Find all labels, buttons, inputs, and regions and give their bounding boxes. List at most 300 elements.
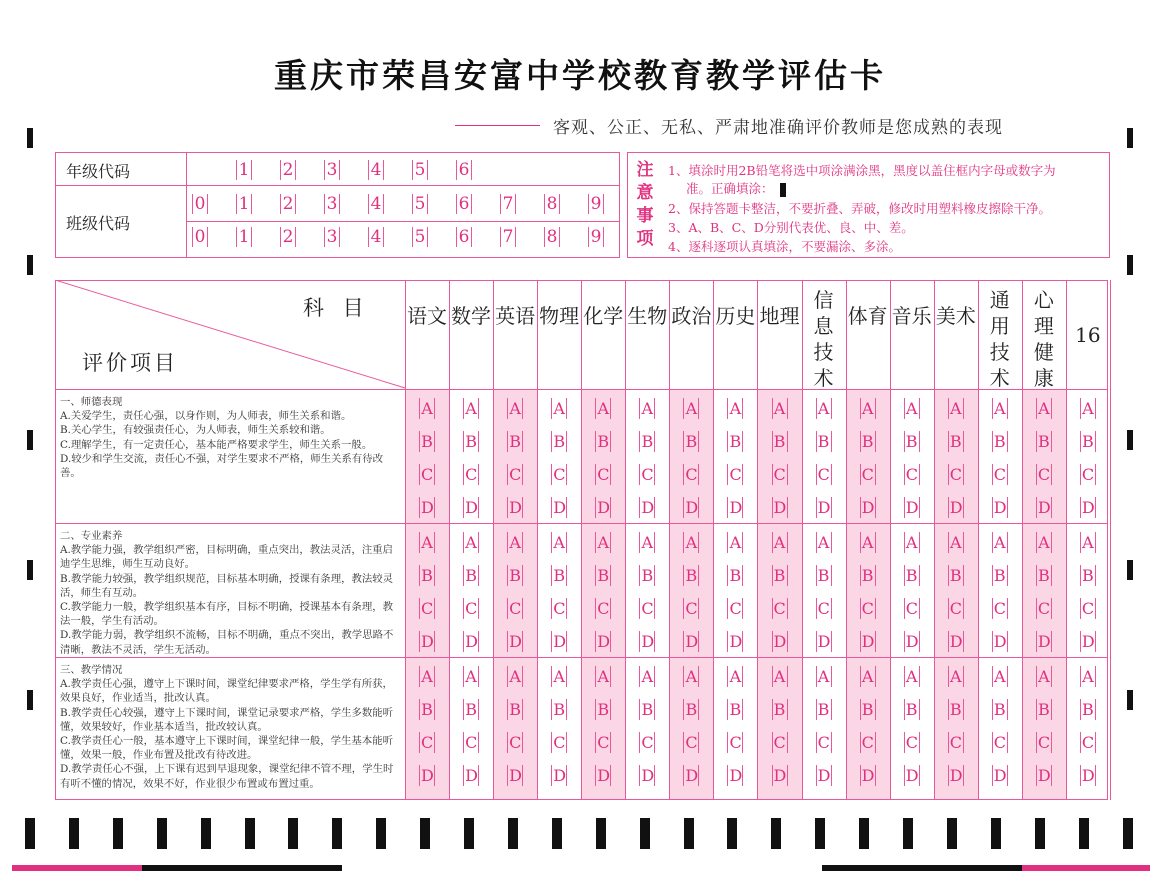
answer-bubble-b[interactable]: B [553, 566, 566, 585]
footer-bar-right-black [822, 865, 1022, 871]
answer-bubble-b[interactable]: B [1082, 700, 1094, 719]
answer-bubble-d[interactable]: D [729, 632, 743, 651]
column-line [493, 280, 494, 800]
answer-bubble-d[interactable]: D [1081, 498, 1095, 517]
answer-bubble-d[interactable]: D [465, 498, 478, 517]
subject-header: 语文 [407, 304, 447, 328]
answer-bubble-c[interactable]: C [1037, 465, 1051, 484]
answer-bubble-d[interactable]: D [597, 632, 611, 651]
answer-bubble-c[interactable]: C [685, 465, 698, 484]
answer-bubble-c[interactable]: C [817, 599, 830, 618]
answer-bubble-c[interactable]: C [553, 733, 566, 752]
timing-mark [288, 818, 298, 849]
note-line-1-cont [686, 179, 786, 197]
answer-bubble-a[interactable]: A [421, 533, 433, 552]
column-line [713, 280, 714, 800]
answer-bubble-b[interactable]: B [1082, 432, 1094, 451]
answer-bubble-d[interactable]: D [817, 766, 831, 785]
class-digit-bubble[interactable]: 4 [370, 194, 382, 214]
column-line [934, 280, 935, 800]
answer-bubble-c[interactable]: C [729, 599, 742, 618]
answer-bubble-d[interactable]: D [905, 498, 919, 517]
answer-bubble-a[interactable]: A [905, 667, 918, 686]
answer-bubble-d[interactable]: D [553, 632, 567, 651]
timing-mark [420, 818, 430, 849]
timing-mark [727, 818, 737, 849]
class-digit-bubble[interactable]: 5 [414, 227, 426, 247]
answer-bubble-b[interactable]: B [949, 432, 962, 451]
answer-bubble-d[interactable]: D [685, 632, 699, 651]
answer-bubble-c[interactable]: C [817, 465, 830, 484]
answer-bubble-c[interactable]: C [861, 733, 874, 752]
header-eval-item: 评价项目 [82, 351, 178, 375]
answer-bubble-d[interactable]: D [905, 766, 919, 785]
answer-bubble-c[interactable]: C [993, 733, 1007, 752]
answer-bubble-a[interactable]: A [553, 667, 565, 686]
answer-bubble-d[interactable]: D [1037, 498, 1051, 517]
class-code-label: 班级代码 [66, 214, 131, 233]
edge-mark-left-1 [27, 430, 33, 450]
criteria-block: 二、专业素养 A.教学能力强，教学组织严密，目标明确，重点突出，教法灵活，注重启迪学生思维，师生互动良好。 B.教学能力较强，教学组织规范，目标基本明确，授课有条理，教法较灵活，师生有互动。 C.教学能力一般，教学组织基本有序，目标不明确，授课基本有条理，教法一般，学生有活动。 D.教学能力弱，教学组织不流畅，目标不明确，重点不突出，教学思路不清晰，教法不灵活，学生无活动。 [60, 530, 394, 656]
answer-bubble-b[interactable]: B [641, 432, 654, 451]
answer-bubble-c[interactable]: C [949, 599, 962, 618]
class-digit-bubble[interactable]: 9 [590, 227, 602, 247]
answer-bubble-b[interactable]: B [729, 432, 742, 451]
answer-bubble-c[interactable]: C [905, 465, 918, 484]
column-line [757, 280, 758, 800]
answer-bubble-d[interactable]: D [509, 766, 522, 785]
answer-bubble-c[interactable]: C [1081, 599, 1095, 618]
answer-bubble-d[interactable]: D [553, 498, 567, 517]
timing-mark [771, 818, 781, 849]
answer-bubble-d[interactable]: D [553, 766, 567, 785]
answer-bubble-a[interactable]: A [641, 533, 654, 552]
answer-bubble-a[interactable]: A [641, 667, 654, 686]
row-line [55, 523, 1108, 524]
answer-bubble-c[interactable]: C [465, 465, 478, 484]
answer-bubble-c[interactable]: C [729, 465, 742, 484]
answer-bubble-b[interactable]: B [465, 432, 477, 451]
criteria-block: 三、教学情况 A.教学责任心强，遵守上下课时间，课堂纪律要求严格，学生学有所获，效果良好，作业适当，批改认真。 B.教学责任心较强，遵守上下课时间，课堂记录要求严格，学生多数能听懂，效果较好，作业基本适当，批改较认真。 C.教学责任心一般，基本遵守上下课时间，课堂纪律一般，学生基本能听懂，效果一般，作业布置及批改有待改进。 D.教学责任心不强，上下课有迟到早退现象，课堂纪律不管不理，学生时有听不懂的情况，效果不好，作业很少布置或布置过重。 [60, 664, 394, 790]
timing-mark [991, 818, 1001, 849]
answer-bubble-d[interactable]: D [773, 766, 787, 785]
answer-bubble-b[interactable]: B [905, 566, 918, 585]
answer-bubble-c[interactable]: C [773, 599, 786, 618]
subject-header: 英语 [495, 304, 536, 328]
answer-bubble-d[interactable]: D [509, 632, 522, 651]
answer-bubble-a[interactable]: A [685, 667, 698, 686]
timing-mark [25, 818, 35, 849]
answer-bubble-a[interactable]: A [949, 533, 962, 552]
answer-bubble-a[interactable]: A [949, 399, 962, 418]
edge-mark-right-2 [1127, 560, 1133, 580]
answer-bubble-a[interactable]: A [773, 533, 786, 552]
answer-bubble-a[interactable]: A [905, 533, 918, 552]
answer-bubble-d[interactable]: D [729, 498, 743, 517]
subject-header: 化学 [583, 304, 624, 328]
class-digit-bubble[interactable]: 2 [282, 227, 294, 247]
note-line-4: 4、逐科逐项认真填涂，不要漏涂、多涂。 [668, 239, 901, 254]
answer-bubble-d[interactable]: D [993, 498, 1007, 517]
timing-mark [552, 818, 562, 849]
column-line [449, 280, 450, 800]
answer-bubble-c[interactable]: C [597, 733, 610, 752]
answer-bubble-a[interactable]: A [773, 399, 786, 418]
answer-bubble-b[interactable]: B [817, 566, 830, 585]
grade-digit-bubble[interactable]: 5 [414, 160, 426, 180]
answer-bubble-c[interactable]: C [421, 465, 434, 484]
answer-bubble-c[interactable]: C [949, 465, 962, 484]
answer-bubble-a[interactable]: A [641, 399, 654, 418]
answer-bubble-a[interactable]: A [1038, 533, 1050, 552]
class-digit-bubble[interactable]: 0 [194, 227, 206, 247]
subject-header: 心理健康 [1033, 288, 1054, 390]
answer-bubble-d[interactable]: D [949, 766, 963, 785]
subject-header: 生物 [627, 304, 668, 328]
timing-mark [596, 818, 606, 849]
answer-bubble-b[interactable]: B [1037, 700, 1050, 719]
answer-bubble-b[interactable]: B [553, 432, 566, 451]
answer-bubble-a[interactable]: A [994, 399, 1006, 418]
answer-bubble-c[interactable]: C [1081, 733, 1095, 752]
edge-mark-left-mid [27, 255, 33, 275]
answer-bubble-b[interactable]: B [421, 432, 433, 451]
timing-mark [69, 818, 79, 849]
class-digit-bubble[interactable]: 8 [546, 194, 558, 214]
class-digit-bubble[interactable]: 2 [282, 194, 294, 214]
subject-header: 地理 [759, 304, 800, 328]
class-digit-bubble[interactable]: 1 [238, 194, 250, 214]
class-digit-bubble[interactable]: 1 [238, 227, 250, 247]
class-digit-bubble[interactable]: 0 [194, 194, 206, 214]
answer-bubble-a[interactable]: A [509, 667, 521, 686]
answer-bubble-a[interactable]: A [905, 399, 918, 418]
answer-bubble-c[interactable]: C [597, 599, 610, 618]
answer-bubble-d[interactable]: D [1037, 632, 1051, 651]
header-subject: 科 目 [303, 296, 370, 320]
answer-bubble-d[interactable]: D [641, 632, 655, 651]
timing-mark [464, 818, 474, 849]
class-digit-bubble[interactable]: 8 [546, 227, 558, 247]
answer-bubble-d[interactable]: D [993, 632, 1007, 651]
subject-header: 体育 [847, 304, 888, 328]
answer-bubble-a[interactable]: A [729, 399, 742, 418]
answer-bubble-d[interactable]: D [1081, 766, 1095, 785]
answer-bubble-b[interactable]: B [641, 566, 654, 585]
answer-bubble-b[interactable]: B [509, 566, 522, 585]
answer-bubble-b[interactable]: B [421, 700, 433, 719]
answer-bubble-a[interactable]: A [465, 667, 477, 686]
answer-bubble-c[interactable]: C [553, 599, 566, 618]
answer-bubble-d[interactable]: D [905, 632, 919, 651]
answer-bubble-b[interactable]: B [509, 432, 522, 451]
edge-mark-right-1 [1127, 430, 1133, 450]
answer-bubble-c[interactable]: C [817, 733, 830, 752]
answer-bubble-b[interactable]: B [773, 566, 786, 585]
timing-mark [684, 818, 694, 849]
class-digit-bubble[interactable]: 5 [414, 194, 426, 214]
answer-bubble-c[interactable]: C [1037, 599, 1051, 618]
answer-bubble-c[interactable]: C [597, 465, 610, 484]
row-line [55, 657, 1108, 658]
answer-bubble-b[interactable]: B [465, 566, 477, 585]
timing-mark [815, 818, 825, 849]
timing-mark [157, 818, 167, 849]
answer-bubble-c[interactable]: C [685, 599, 698, 618]
subject-header: 数学 [451, 304, 492, 328]
answer-bubble-b[interactable]: B [1037, 566, 1050, 585]
answer-bubble-b[interactable]: B [905, 700, 918, 719]
answer-bubble-d[interactable]: D [509, 498, 522, 517]
edge-mark-left-top [27, 128, 33, 148]
criteria-block: 一、师德表现 A.关爱学生，责任心强，以身作则，为人师表，师生关系和谐。 B.关心学生，有较强责任心，为人师表，师生关系较和谐。 C.理解学生，有一定责任心，基本能严格要求学生，师生关系一般。 D.较少和学生交流，责任心不强，对学生要求不严格，师生关系有待改善。 [60, 396, 383, 480]
answer-bubble-a[interactable]: A [509, 533, 521, 552]
subject-header: 美术 [935, 304, 976, 328]
answer-bubble-d[interactable]: D [949, 498, 963, 517]
class-digit-bubble[interactable]: 3 [326, 194, 338, 214]
answer-bubble-b[interactable]: B [597, 700, 610, 719]
answer-bubble-d[interactable]: D [641, 498, 655, 517]
footer-bar-left-black [142, 865, 342, 871]
answer-bubble-b[interactable]: B [949, 700, 962, 719]
answer-bubble-c[interactable]: C [993, 465, 1007, 484]
edge-mark-right-mid [1127, 255, 1133, 275]
answer-bubble-d[interactable]: D [1037, 766, 1051, 785]
timing-mark [113, 818, 123, 849]
subject-header: 16 [1075, 323, 1101, 347]
code-box [55, 152, 620, 258]
timing-mark [376, 818, 386, 849]
answer-bubble-c[interactable]: C [905, 733, 918, 752]
answer-bubble-d[interactable]: D [465, 766, 478, 785]
answer-bubble-a[interactable]: A [685, 399, 698, 418]
note-line-1: 1、填涂时用2B铅笔将选中项涂满涂黑，黑度以盖住框内字母或数字为 [668, 163, 1056, 178]
grade-digit-bubble[interactable]: 3 [326, 160, 338, 180]
answer-bubble-a[interactable]: A [729, 667, 742, 686]
answer-bubble-d[interactable]: D [861, 766, 875, 785]
class-digit-bubble[interactable]: 9 [590, 194, 602, 214]
subject-header: 通用技术 [989, 288, 1010, 390]
answer-bubble-d[interactable]: D [861, 498, 875, 517]
answer-bubble-c[interactable]: C [773, 733, 786, 752]
answer-bubble-d[interactable]: D [993, 766, 1007, 785]
answer-bubble-b[interactable]: B [993, 700, 1006, 719]
answer-bubble-b[interactable]: B [773, 700, 786, 719]
answer-bubble-d[interactable]: D [465, 632, 478, 651]
answer-bubble-a[interactable]: A [773, 667, 786, 686]
answer-bubble-c[interactable]: C [421, 599, 434, 618]
answer-bubble-a[interactable]: A [685, 533, 698, 552]
answer-bubble-a[interactable]: A [465, 533, 477, 552]
answer-bubble-d[interactable]: D [1081, 632, 1095, 651]
timing-mark [859, 818, 869, 849]
answer-bubble-b[interactable]: B [905, 432, 918, 451]
note-line-2: 2、保持答题卡整洁，不要折叠、弄破，修改时用塑料橡皮擦除干净。 [668, 201, 1051, 216]
answer-bubble-b[interactable]: B [597, 432, 610, 451]
answer-bubble-a[interactable]: A [1082, 533, 1094, 552]
answer-bubble-a[interactable]: A [994, 667, 1006, 686]
answer-bubble-a[interactable]: A [553, 399, 565, 418]
answer-bubble-c[interactable]: C [993, 599, 1007, 618]
answer-bubble-c[interactable]: C [1037, 733, 1051, 752]
answer-bubble-b[interactable]: B [993, 566, 1006, 585]
answer-bubble-b[interactable]: B [949, 566, 962, 585]
answer-bubble-a[interactable]: A [817, 533, 830, 552]
edge-mark-left-3 [27, 690, 33, 710]
note-line-1-cont-text: 准。正确填涂： [686, 181, 774, 196]
answer-bubble-c[interactable]: C [553, 465, 566, 484]
answer-bubble-a[interactable]: A [1038, 667, 1050, 686]
answer-bubble-b[interactable]: B [773, 432, 786, 451]
class-digit-bubble[interactable]: 7 [502, 227, 514, 247]
timing-mark [1123, 818, 1133, 849]
answer-bubble-b[interactable]: B [641, 700, 654, 719]
answer-bubble-a[interactable]: A [1082, 399, 1094, 418]
timing-mark [1035, 818, 1045, 849]
answer-bubble-a[interactable]: A [817, 667, 830, 686]
edge-mark-left-2 [27, 560, 33, 580]
edge-mark-right-top [1127, 128, 1133, 148]
answer-bubble-a[interactable]: A [553, 533, 565, 552]
answer-bubble-a[interactable]: A [729, 533, 742, 552]
class-digit-bubble[interactable]: 6 [458, 227, 470, 247]
answer-bubble-c[interactable]: C [641, 599, 654, 618]
answer-bubble-c[interactable]: C [509, 733, 522, 752]
answer-bubble-c[interactable]: C [1081, 465, 1095, 484]
answer-bubble-b[interactable]: B [861, 566, 874, 585]
class-digit-bubble[interactable]: 7 [502, 194, 514, 214]
column-line [1110, 280, 1111, 800]
subject-header: 音乐 [891, 304, 932, 328]
column-line [537, 280, 538, 800]
answer-bubble-c[interactable]: C [861, 465, 874, 484]
answer-bubble-b[interactable]: B [685, 700, 698, 719]
answer-bubble-a[interactable]: A [994, 533, 1006, 552]
answer-bubble-b[interactable]: B [685, 566, 698, 585]
answer-bubble-a[interactable]: A [861, 399, 874, 418]
answer-bubble-c[interactable]: C [641, 733, 654, 752]
answer-bubble-c[interactable]: C [773, 465, 786, 484]
answer-bubble-a[interactable]: A [861, 667, 874, 686]
answer-bubble-b[interactable]: B [729, 566, 742, 585]
answer-bubble-c[interactable]: C [509, 465, 522, 484]
correct-fill-sample [780, 183, 786, 197]
subject-header: 物理 [539, 304, 580, 328]
answer-bubble-a[interactable]: A [597, 667, 610, 686]
answer-bubble-c[interactable]: C [949, 733, 962, 752]
answer-bubble-b[interactable]: B [817, 432, 830, 451]
answer-bubble-c[interactable]: C [421, 733, 434, 752]
answer-bubble-b[interactable]: B [861, 700, 874, 719]
answer-bubble-a[interactable]: A [817, 399, 830, 418]
answer-bubble-a[interactable]: A [1038, 399, 1050, 418]
answer-bubble-c[interactable]: C [465, 599, 478, 618]
answer-bubble-a[interactable]: A [509, 399, 521, 418]
class-digit-bubble[interactable]: 6 [458, 194, 470, 214]
timing-mark [903, 818, 913, 849]
answer-bubble-d[interactable]: D [861, 632, 875, 651]
answer-bubble-c[interactable]: C [641, 465, 654, 484]
timing-mark [508, 818, 518, 849]
column-line [581, 280, 582, 800]
grade-digit-bubble[interactable]: 6 [458, 160, 470, 180]
subject-header: 信息技术 [813, 288, 834, 390]
column-line [1066, 280, 1067, 800]
answer-bubble-d[interactable]: D [773, 498, 787, 517]
timing-mark [1079, 818, 1089, 849]
answer-bubble-c[interactable]: C [729, 733, 742, 752]
answer-bubble-b[interactable]: B [553, 700, 566, 719]
note-line-3: 3、A、B、C、D分别代表优、良、中、差。 [668, 220, 914, 235]
edge-mark-right-3 [1127, 690, 1133, 710]
class-row-divider [186, 221, 619, 222]
answer-bubble-c[interactable]: C [685, 733, 698, 752]
grade-digit-bubble[interactable]: 1 [238, 160, 250, 180]
answer-bubble-c[interactable]: C [465, 733, 478, 752]
answer-bubble-b[interactable]: B [685, 432, 698, 451]
answer-bubble-d[interactable]: D [817, 632, 831, 651]
answer-bubble-b[interactable]: B [465, 700, 477, 719]
answer-bubble-a[interactable]: A [949, 667, 962, 686]
answer-bubble-b[interactable]: B [1082, 566, 1094, 585]
column-line [405, 280, 406, 800]
answer-bubble-b[interactable]: B [861, 432, 874, 451]
answer-bubble-d[interactable]: D [641, 766, 655, 785]
answer-bubble-c[interactable]: C [861, 599, 874, 618]
grade-digit-bubble[interactable]: 4 [370, 160, 382, 180]
notes-box [627, 152, 1110, 258]
class-digit-bubble[interactable]: 4 [370, 227, 382, 247]
answer-bubble-d[interactable]: D [421, 632, 434, 651]
answer-bubble-d[interactable]: D [421, 498, 434, 517]
row-line [55, 389, 1108, 390]
answer-bubble-d[interactable]: D [773, 632, 787, 651]
answer-bubble-a[interactable]: A [421, 399, 433, 418]
answer-bubble-d[interactable]: D [817, 498, 831, 517]
subtitle-rule [455, 125, 540, 126]
answer-bubble-c[interactable]: C [509, 599, 522, 618]
answer-bubble-b[interactable]: B [729, 700, 742, 719]
answer-bubble-d[interactable]: D [597, 766, 611, 785]
answer-bubble-b[interactable]: B [597, 566, 610, 585]
answer-bubble-a[interactable]: A [421, 667, 433, 686]
answer-bubble-d[interactable]: D [685, 498, 699, 517]
class-digit-bubble[interactable]: 3 [326, 227, 338, 247]
answer-bubble-c[interactable]: C [905, 599, 918, 618]
answer-bubble-d[interactable]: D [597, 498, 611, 517]
footer-bar-left-pink [12, 865, 142, 871]
answer-bubble-d[interactable]: D [421, 766, 434, 785]
answer-bubble-b[interactable]: B [509, 700, 522, 719]
answer-bubble-a[interactable]: A [597, 533, 610, 552]
answer-bubble-b[interactable]: B [421, 566, 433, 585]
answer-bubble-b[interactable]: B [817, 700, 830, 719]
answer-bubble-b[interactable]: B [993, 432, 1006, 451]
answer-bubble-d[interactable]: D [685, 766, 699, 785]
grade-code-label: 年级代码 [66, 162, 131, 181]
answer-bubble-d[interactable]: D [729, 766, 743, 785]
column-line [890, 280, 891, 800]
answer-bubble-a[interactable]: A [597, 399, 610, 418]
answer-bubble-a[interactable]: A [861, 533, 874, 552]
answer-bubble-a[interactable]: A [465, 399, 477, 418]
answer-bubble-a[interactable]: A [1082, 667, 1094, 686]
notes-heading: 注意事项 [636, 160, 654, 249]
grade-digit-bubble[interactable]: 2 [282, 160, 294, 180]
answer-bubble-d[interactable]: D [949, 632, 963, 651]
answer-bubble-b[interactable]: B [1037, 432, 1050, 451]
code-label-divider [186, 153, 187, 257]
